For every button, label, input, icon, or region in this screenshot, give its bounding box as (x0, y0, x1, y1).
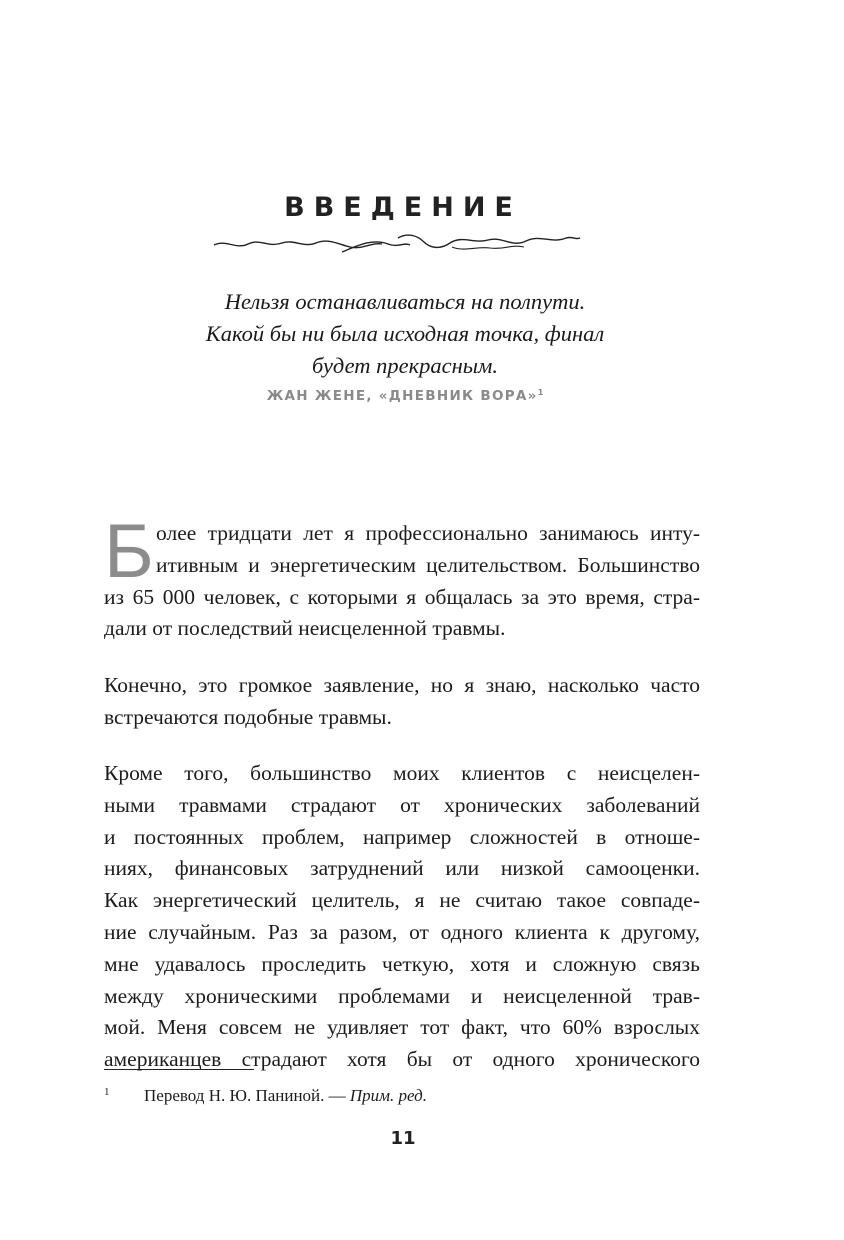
text-line: и постоянных проблем, например сложностей в отноше- (104, 824, 700, 849)
body-paragraph (104, 758, 700, 1076)
footnote-number: 1 (104, 1086, 110, 1098)
text-line: Как энергетический целитель, я не считаю такое совпаде- (104, 888, 700, 913)
text-line: мне удавалось проследить четкую, хотя и сложную связь (104, 951, 700, 976)
epigraph-line: Нельзя останавливаться на полпути. (224, 289, 586, 314)
body-paragraph (104, 518, 700, 645)
page-number: 11 (390, 1128, 416, 1149)
epigraph-line: будет прекрасным. (311, 353, 499, 378)
text-line: ние случайным. Раз за разом, от одного клиента к другому, (104, 919, 700, 944)
epigraph-line: Какой бы ни была исходная точка, финал (205, 321, 605, 346)
text-line: американцев страдают хотя бы от одного хронического (104, 1047, 700, 1072)
chapter-title: ВВЕДЕНИЕ (284, 192, 522, 223)
text-line: ниях, финансовых затруднений или низкой самооценки. (104, 856, 700, 881)
decorative-flourish-icon (212, 228, 582, 258)
text-line: дали от последствий неисцеленной травмы. (104, 616, 506, 641)
epigraph-attribution (150, 388, 660, 404)
text-line: Конечно, это громкое заявление, но я знаю, насколько часто (104, 673, 700, 697)
text-line: из 65 000 человек, с которыми я общалась за это время, стра- (104, 584, 700, 609)
body-paragraph (104, 670, 700, 734)
footnote-text: Перевод Н. Ю. Паниной. — (144, 1086, 350, 1105)
footnote-note: Прим. ред. (349, 1086, 428, 1105)
text-line: встречаются подобные травмы. (104, 704, 392, 729)
footnote (104, 1080, 427, 1108)
text-line: Кроме того, большинство моих клиентов с неисцелен- (104, 761, 700, 785)
drop-cap: Б (104, 509, 154, 594)
text-line: ными травмами страдают от хронических заболеваний (104, 792, 700, 817)
attribution-text: ЖАН ЖЕНЕ, «ДНЕВНИК ВОРА» (266, 388, 538, 404)
footnote-marker: 1 (537, 388, 544, 397)
text-line: олее тридцати лет я профессионально занимаюсь инту- (156, 521, 700, 545)
epigraph (150, 286, 660, 382)
text-line: между хроническими проблемами и неисцеленной трав- (104, 983, 700, 1008)
text-line: итивным и энергетическим целительством. Большинство (156, 552, 700, 577)
text-line: мой. Меня совсем не удивляет тот факт, что 60% взрослых (104, 1015, 700, 1040)
footnote-divider (104, 1069, 254, 1070)
